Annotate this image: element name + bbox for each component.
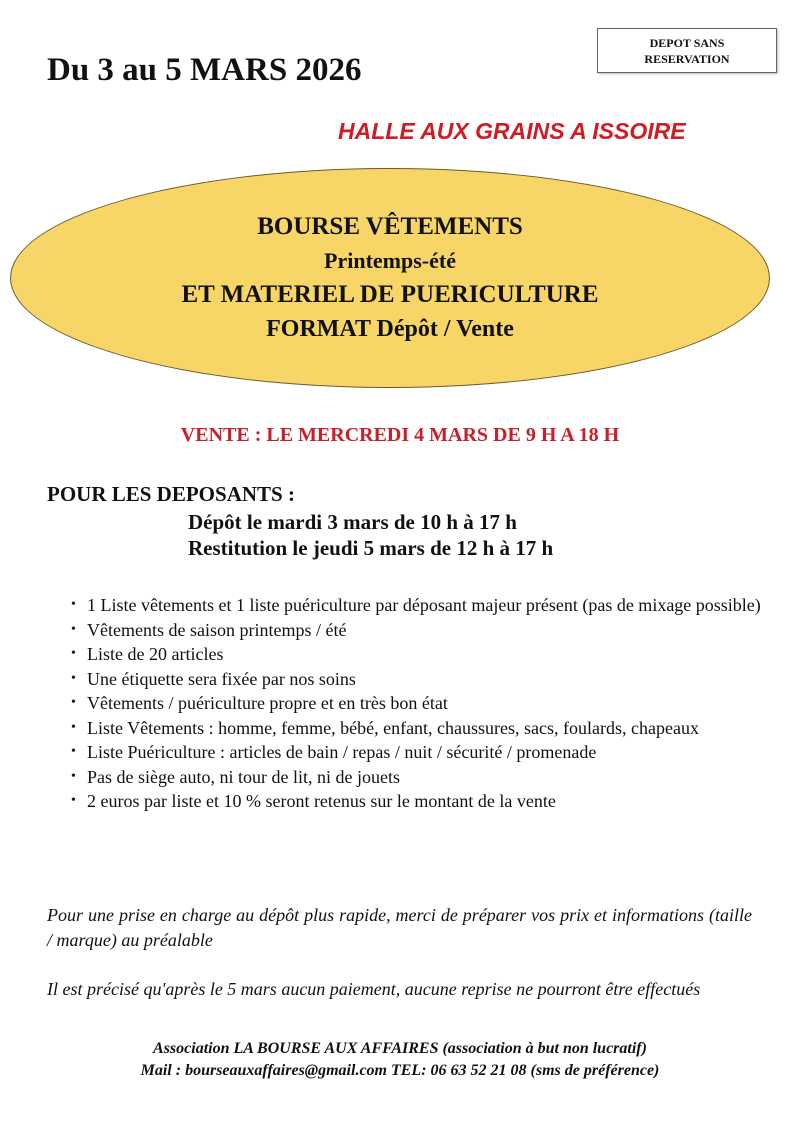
bullet-icon: • [71, 597, 76, 612]
bullet-icon: • [71, 670, 76, 686]
depositors-heading: POUR LES DEPOSANTS : [47, 482, 295, 506]
bullet-icon: • [71, 768, 76, 784]
contact-info: Mail : bourseauxaffaires@gmail.com TEL: 06 63 52 21 08 (sms de préférence) [140, 1062, 660, 1079]
rule-item: • 1 Liste vêtements et 1 liste puériculture par déposant majeur présent (pas de mixage possible) [47, 593, 767, 618]
event-title-line1: BOURSE VÊTEMENTS [257, 213, 523, 240]
rule-item: • Liste Puériculture : articles de bain / repas / nuit / sécurité / promenade [47, 740, 767, 765]
sale-date-banner: VENTE : LE MERCREDI 4 MARS DE 9 H A 18 H [180, 424, 620, 446]
bullet-icon: • [71, 695, 76, 710]
depot-box-line2: RESERVATION [644, 52, 730, 66]
bullet-icon: • [71, 744, 76, 759]
association-name: Association LA BOURSE AUX AFFAIRES (association à but non lucratif) [153, 1040, 647, 1057]
bullet-icon: • [71, 793, 76, 808]
preparation-note: Pour une prise en charge au dépôt plus rapide, merci de préparer vos prix et informations (taille / marque) au préalable [47, 905, 752, 950]
return-schedule: Restitution le jeudi 5 mars de 12 h à 17 h [188, 536, 554, 560]
rule-item: • Vêtements de saison printemps / été [47, 618, 767, 643]
depot-box-line1: DEPOT SANS [649, 36, 725, 50]
bullet-icon: • [71, 719, 76, 735]
footer-contact [0, 1038, 800, 1082]
bullet-icon: • [71, 621, 76, 637]
event-dates-title: Du 3 au 5 MARS 2026 [47, 52, 362, 88]
deposit-schedule: Dépôt le mardi 3 mars de 10 h à 17 h [188, 510, 517, 534]
bullet-icon: • [71, 646, 76, 661]
rule-item: • Pas de siège auto, ni tour de lit, ni de jouets [47, 765, 767, 790]
rules-list [47, 593, 767, 814]
rule-item: • Liste de 20 articles [47, 642, 767, 667]
rule-item: • 2 euros par liste et 10 % seront retenus sur le montant de la vente [47, 789, 767, 814]
rule-item: • Liste Vêtements : homme, femme, bébé, enfant, chaussures, sacs, foulards, chapeaux [47, 716, 767, 741]
event-title-block [10, 210, 770, 346]
depot-sans-reservation-box [597, 28, 777, 73]
after-date-note: Il est précisé qu'après le 5 mars aucun paiement, aucune reprise ne pourront être effectués [47, 979, 701, 999]
venue-name: HALLE AUX GRAINS A ISSOIRE [338, 118, 686, 144]
rule-item: • Une étiquette sera fixée par nos soins [47, 667, 767, 692]
event-title-line2: Printemps-été [324, 248, 456, 273]
event-title-line4: FORMAT Dépôt / Vente [266, 316, 514, 342]
rule-item: • Vêtements / puériculture propre et en très bon état [47, 691, 767, 716]
event-title-line3: ET MATERIEL DE PUERICULTURE [181, 281, 599, 308]
